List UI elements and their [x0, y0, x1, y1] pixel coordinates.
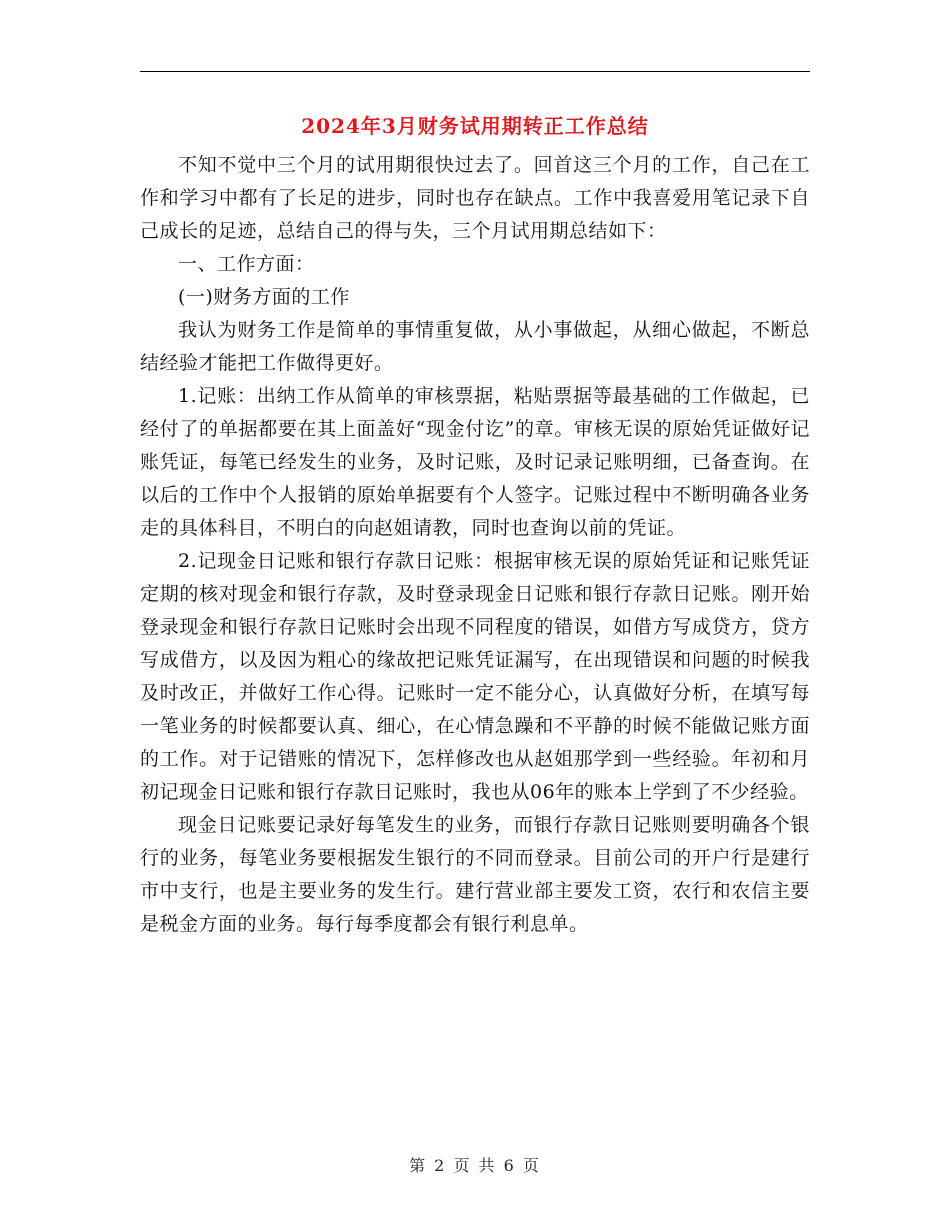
header-rule [140, 71, 810, 72]
section-heading-work: 一、工作方面： [178, 253, 315, 275]
subsection-heading-finance: (一)财务方面的工作 [178, 286, 350, 308]
document-body [140, 149, 810, 941]
paragraph-bank-journal: 现金日记账要记录好每笔发生的业务，而银行存款日记账则要明确各个银行的业务，每笔业务要根据发生银行的不同而登录。目前公司的开户行是建行市中支行，也是主要业务的发生行。建行营业部主要发工资，农行和农信主要是税金方面的业务。每行每季度都会有银行利息单。 [140, 814, 810, 935]
paragraph-finance-view: 我认为财务工作是简单的事情重复做，从小事做起，从细心做起，不断总结经验才能把工作做得更好。 [140, 319, 810, 374]
document-title: 2024年3月财务试用期转正工作总结 [301, 114, 649, 138]
paragraph-journals: 2.记现金日记账和银行存款日记账：根据审核无误的原始凭证和记账凭证定期的核对现金和银行存款，及时登录现金日记账和银行存款日记账。刚开始登录现金和银行存款日记账时会出现不同程度的错误，如借方写成贷方，贷方写成借方，以及因为粗心的缘故把记账凭证漏写，在出现错误和问题的时候我及时改正，并做好工作心得。记账时一定不能分心，认真做好分析，在填写每一笔业务的时候都要认真、细心，在心情急躁和不平静的时候不能做记账方面的工作。对于记错账的情况下，怎样修改也从赵姐那学到一些经验。年初和月初记现金日记账和银行存款日记账时，我也从06年的账本上学到了不少经验。 [140, 550, 810, 803]
paragraph-intro: 不知不觉中三个月的试用期很快过去了。回首这三个月的工作，自己在工作和学习中都有了长足的进步，同时也存在缺点。工作中我喜爱用笔记录下自己成长的足迹，总结自己的得与失，三个月试用期总结如下： [140, 154, 810, 242]
page-number: 第 2 页 共 6 页 [409, 1156, 541, 1175]
paragraph-bookkeeping: 1.记账：出纳工作从简单的审核票据，粘贴票据等最基础的工作做起，已经付了的单据都要在其上面盖好“现金付讫”的章。审核无误的原始凭证做好记账凭证，每笔已经发生的业务，及时记账，及时记录记账明细，已备查询。在以后的工作中个人报销的原始单据要有个人签字。记账过程中不断明确各业务走的具体科目，不明白的向赵姐请教，同时也查询以前的凭证。 [140, 385, 810, 539]
